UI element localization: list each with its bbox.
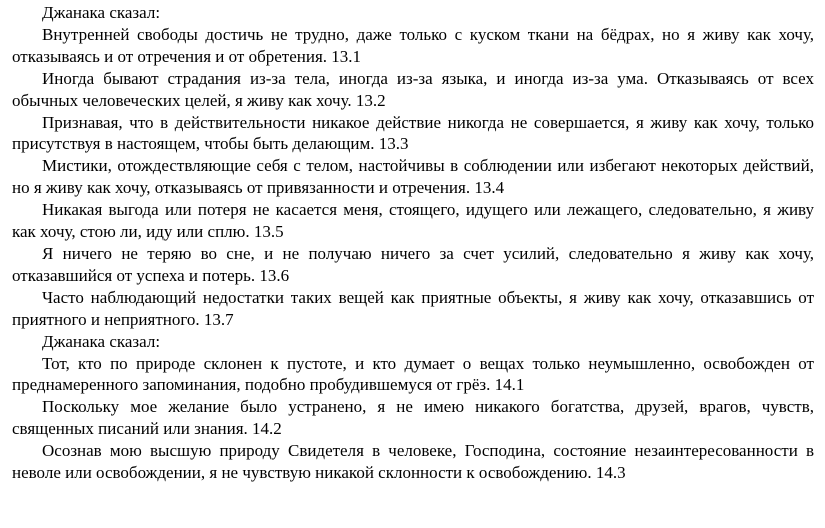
- document-page: [12, 2, 814, 484]
- verse-13-4: Мистики, отождествляющие себя с телом, настойчивы в соблюдении или избегают некоторых действий, но я живу как хочу, отказываясь от привязанности и отречения. 13.4: [12, 156, 814, 198]
- verse-14-1: Тот, кто по природе склонен к пустоте, и кто думает о вещах только неумышленно, освобожден от преднамеренного запоминания, подобно пробудившемуся от грёз. 14.1: [12, 353, 814, 395]
- speaker-heading: Джанака сказал:: [42, 331, 161, 351]
- verse-13-1: Внутренней свободы достичь не трудно, даже только с куском ткани на бёдрах, но я живу как хочу, отказываясь и от отречения и от обретения. 13.1: [12, 24, 814, 66]
- verse-14-2: Поскольку мое желание было устранено, я не имею никакого богатства, друзей, врагов, чувств, священных писаний или знания. 14.2: [12, 397, 814, 439]
- verse-13-6: Я ничего не теряю во сне, и не получаю ничего за счет усилий, следовательно я живу как хочу, отказавшийся от успеха и потерь. 13.6: [12, 243, 814, 285]
- verse-13-5: Никакая выгода или потеря не касается меня, стоящего, идущего или лежащего, следовательно, я живу как хочу, стою ли, иду или сплю. 13.5: [12, 200, 814, 242]
- speaker-heading: Джанака сказал:: [42, 3, 161, 22]
- verse-14-3: Осознав мою высшую природу Свидетеля в человеке, Господина, состояние незаинтересованности в неволе или освобождении, я не чувствую никакой склонности к освобождению. 14.3: [12, 441, 814, 483]
- verse-13-7: Часто наблюдающий недостатки таких вещей как приятные объекты, я живу как хочу, отказавшись от приятного и неприятного. 13.7: [12, 287, 814, 329]
- verse-13-2: Иногда бывают страдания из-за тела, иногда из-за языка, и иногда из-за ума. Отказываясь от всех обычных человеческих целей, я живу как хочу. 13.2: [12, 68, 814, 110]
- verse-13-3: Признавая, что в действительности никакое действие никогда не совершается, я живу как хочу, только присутствуя в настоящем, чтобы быть делающим. 13.3: [12, 112, 814, 154]
